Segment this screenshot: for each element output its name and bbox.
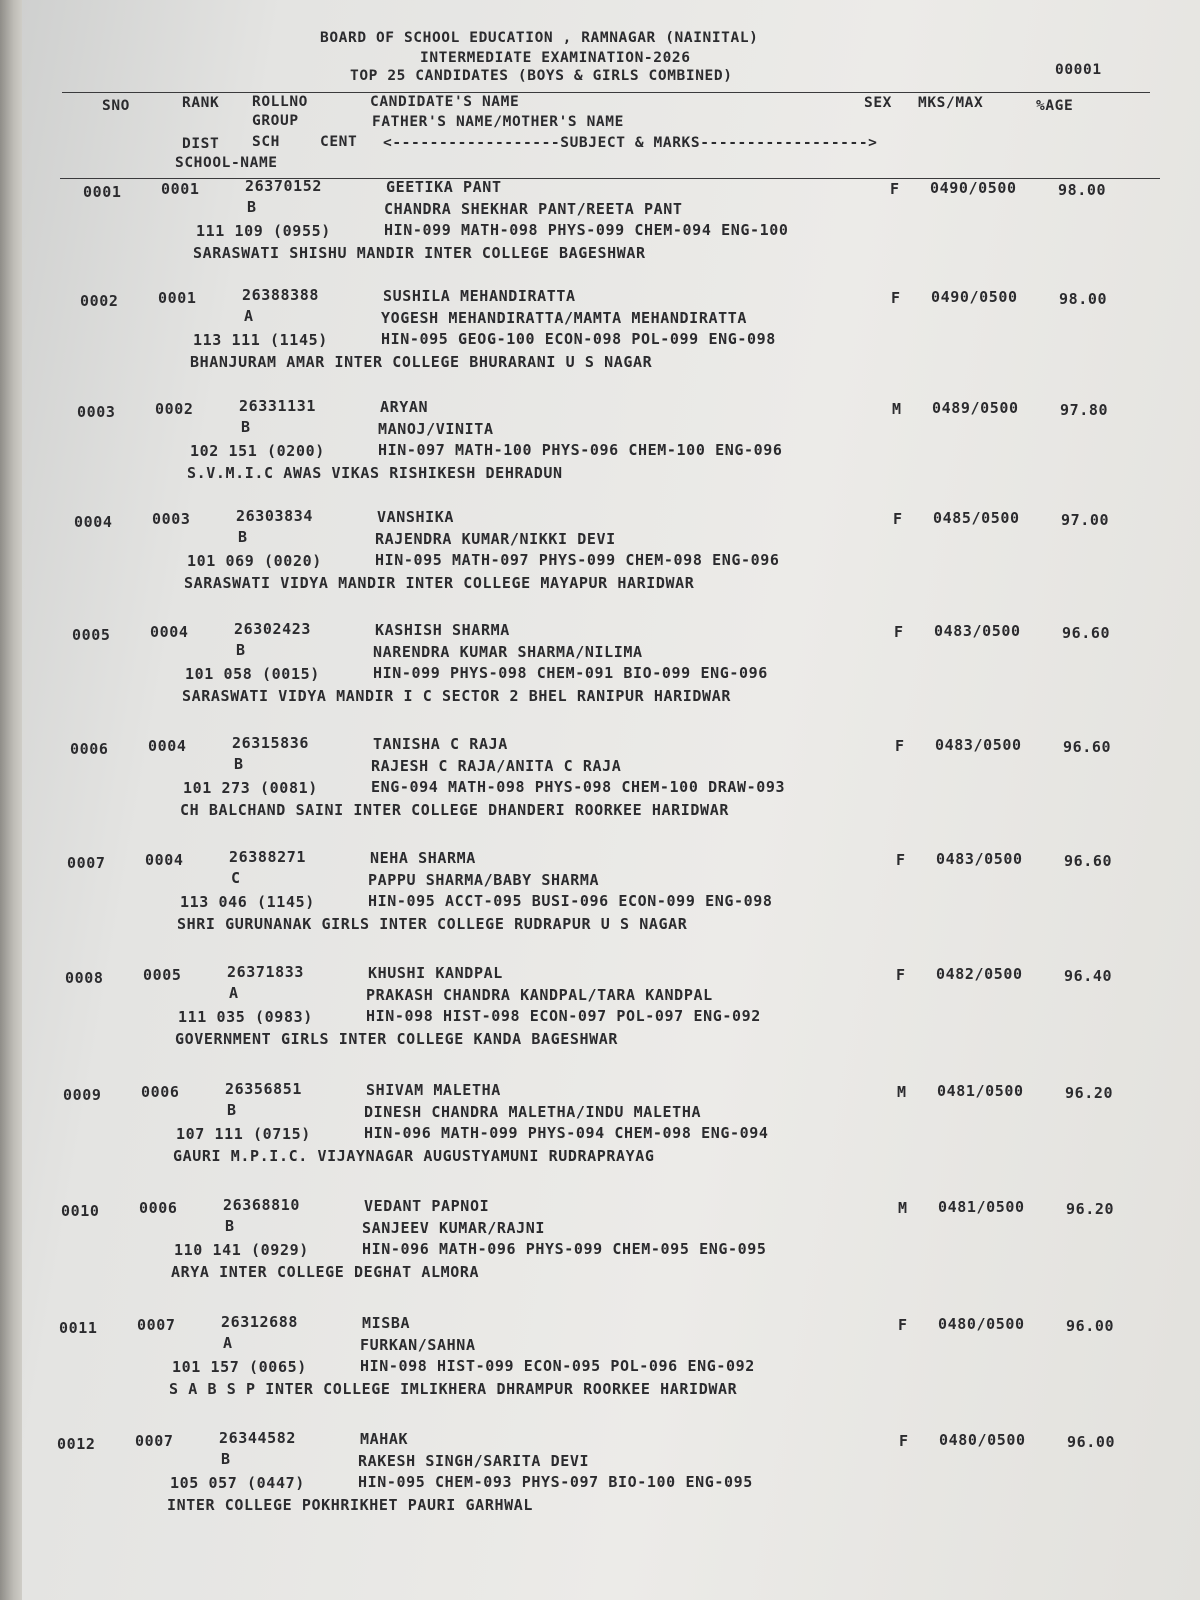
rank-cell: 0002 (155, 400, 194, 418)
rank-cell: 0004 (145, 851, 184, 869)
sno-cell: 0011 (59, 1319, 98, 1337)
rollno-cell: 26315836 (232, 734, 310, 752)
dist-school-centre-codes: 113 111 (1145) (193, 331, 328, 349)
group-cell: B (234, 755, 244, 773)
percentage-cell: 96.60 (1062, 624, 1111, 642)
percentage-cell: 96.60 (1063, 738, 1112, 756)
sex-cell: F (896, 851, 906, 869)
parents-name: PRAKASH CHANDRA KANDPAL/TARA KANDPAL (366, 986, 713, 1004)
rollno-cell: 26344582 (219, 1429, 297, 1447)
candidate-name: MAHAK (360, 1430, 409, 1448)
rollno-cell: 26368810 (223, 1196, 301, 1214)
rank-cell: 0007 (135, 1432, 174, 1450)
group-cell: B (236, 641, 246, 659)
sex-cell: F (891, 289, 901, 307)
marks-cell: 0490/0500 (930, 179, 1017, 197)
sno-cell: 0004 (74, 513, 113, 531)
percentage-cell: 96.60 (1064, 852, 1113, 870)
rank-cell: 0004 (150, 623, 189, 641)
percentage-cell: 97.80 (1060, 401, 1109, 419)
marks-cell: 0483/0500 (936, 850, 1023, 868)
sno-cell: 0008 (65, 969, 104, 987)
col-rollno: ROLLNO (252, 94, 308, 110)
percentage-cell: 98.00 (1058, 181, 1107, 199)
subject-marks: HIN-097 MATH-100 PHYS-096 CHEM-100 ENG-096 (378, 441, 783, 459)
group-cell: C (231, 869, 241, 887)
sex-cell: M (897, 1083, 907, 1101)
candidate-name: TANISHA C RAJA (373, 735, 508, 753)
subject-marks: HIN-099 PHYS-098 CHEM-091 BIO-099 ENG-096 (373, 664, 768, 682)
col-group: GROUP (252, 113, 299, 129)
parents-name: CHANDRA SHEKHAR PANT/REETA PANT (384, 200, 683, 218)
marks-cell: 0481/0500 (937, 1082, 1024, 1100)
percentage-cell: 98.00 (1059, 290, 1108, 308)
col-dist: DIST (182, 136, 220, 152)
parents-name: DINESH CHANDRA MALETHA/INDU MALETHA (364, 1103, 702, 1121)
group-cell: B (247, 198, 257, 216)
candidate-name: ARYAN (380, 398, 429, 416)
dist-school-centre-codes: 101 273 (0081) (183, 779, 318, 797)
subject-marks: ENG-094 MATH-098 PHYS-098 CHEM-100 DRAW-093 (371, 778, 786, 796)
sex-cell: F (896, 966, 906, 984)
dist-school-centre-codes: 101 069 (0020) (187, 552, 322, 570)
school-name: S A B S P INTER COLLEGE IMLIKHERA DHRAMPUR ROORKEE HARIDWAR (169, 1380, 738, 1398)
book-binding (0, 0, 22, 1600)
school-name: SHRI GURUNANAK GIRLS INTER COLLEGE RUDRAPUR U S NAGAR (177, 915, 688, 933)
sex-cell: F (894, 623, 904, 641)
sex-cell: F (890, 180, 900, 198)
school-name: BHANJURAM AMAR INTER COLLEGE BHURARANI U S NAGAR (190, 353, 653, 371)
school-name: GAURI M.P.I.C. VIJAYNAGAR AUGUSTYAMUNI RUDRAPRAYAG (173, 1147, 655, 1165)
rank-cell: 0001 (158, 289, 197, 307)
col-percentage: %AGE (1036, 98, 1074, 114)
rank-cell: 0001 (161, 180, 200, 198)
candidate-name: VEDANT PAPNOI (364, 1197, 490, 1215)
dist-school-centre-codes: 111 035 (0983) (178, 1008, 313, 1026)
col-candidate: CANDIDATE'S NAME (370, 94, 520, 110)
dist-school-centre-codes: 107 111 (0715) (176, 1125, 311, 1143)
group-cell: B (238, 528, 248, 546)
sno-cell: 0003 (77, 403, 116, 421)
subject-marks: HIN-099 MATH-098 PHYS-099 CHEM-094 ENG-100 (384, 221, 789, 239)
group-cell: B (241, 418, 251, 436)
group-cell: B (225, 1217, 235, 1235)
col-sch: SCH (252, 134, 280, 150)
candidate-name: KHUSHI KANDPAL (368, 964, 503, 982)
dist-school-centre-codes: 113 046 (1145) (180, 893, 315, 911)
marks-cell: 0480/0500 (939, 1431, 1026, 1449)
rollno-cell: 26356851 (225, 1080, 303, 1098)
marks-cell: 0483/0500 (934, 622, 1021, 640)
rollno-cell: 26388271 (229, 848, 307, 866)
sex-cell: F (898, 1316, 908, 1334)
col-subject-marks: <------------------SUBJECT & MARKS------------------> (383, 135, 878, 151)
sno-cell: 0005 (72, 626, 111, 644)
subject-marks: HIN-098 HIST-098 ECON-097 POL-097 ENG-092 (366, 1007, 761, 1025)
candidate-name: SUSHILA MEHANDIRATTA (383, 287, 576, 305)
sno-cell: 0009 (63, 1086, 102, 1104)
percentage-cell: 96.00 (1067, 1433, 1116, 1451)
parents-name: RAJENDRA KUMAR/NIKKI DEVI (375, 530, 616, 548)
sno-cell: 0001 (83, 183, 122, 201)
parents-name: RAKESH SINGH/SARITA DEVI (358, 1452, 590, 1470)
marks-cell: 0481/0500 (938, 1198, 1025, 1216)
sno-cell: 0007 (67, 854, 106, 872)
group-cell: A (229, 984, 239, 1002)
marks-cell: 0480/0500 (938, 1315, 1025, 1333)
sex-cell: F (893, 510, 903, 528)
dist-school-centre-codes: 102 151 (0200) (190, 442, 325, 460)
sno-cell: 0002 (80, 292, 119, 310)
percentage-cell: 96.40 (1064, 967, 1113, 985)
percentage-cell: 96.20 (1065, 1084, 1114, 1102)
marks-cell: 0490/0500 (931, 288, 1018, 306)
school-name: CH BALCHAND SAINI INTER COLLEGE DHANDERI ROORKEE HARIDWAR (180, 801, 729, 819)
rank-cell: 0004 (148, 737, 187, 755)
board-title: BOARD OF SCHOOL EDUCATION , RAMNAGAR (NAINITAL) (320, 30, 759, 46)
candidate-name: KASHISH SHARMA (375, 621, 510, 639)
group-cell: B (221, 1450, 231, 1468)
group-cell: B (227, 1101, 237, 1119)
marks-cell: 0483/0500 (935, 736, 1022, 754)
dist-school-centre-codes: 110 141 (0929) (174, 1241, 309, 1259)
header-rule-top (62, 92, 1150, 93)
subject-marks: HIN-096 MATH-096 PHYS-099 CHEM-095 ENG-095 (362, 1240, 767, 1258)
parents-name: MANOJ/VINITA (378, 420, 494, 438)
sex-cell: M (892, 400, 902, 418)
subject-marks: HIN-095 CHEM-093 PHYS-097 BIO-100 ENG-095 (358, 1473, 753, 1491)
rank-cell: 0007 (137, 1316, 176, 1334)
subject-marks: HIN-096 MATH-099 PHYS-094 CHEM-098 ENG-094 (364, 1124, 769, 1142)
sex-cell: F (899, 1432, 909, 1450)
candidate-name: NEHA SHARMA (370, 849, 476, 867)
school-name: ARYA INTER COLLEGE DEGHAT ALMORA (171, 1263, 480, 1281)
parents-name: PAPPU SHARMA/BABY SHARMA (368, 871, 600, 889)
rollno-cell: 26312688 (221, 1313, 299, 1331)
subject-marks: HIN-095 GEOG-100 ECON-098 POL-099 ENG-098 (381, 330, 776, 348)
dist-school-centre-codes: 105 057 (0447) (170, 1474, 305, 1492)
dist-school-centre-codes: 101 058 (0015) (185, 665, 320, 683)
rank-cell: 0006 (139, 1199, 178, 1217)
col-parents: FATHER'S NAME/MOTHER'S NAME (372, 114, 624, 130)
list-title: TOP 25 CANDIDATES (BOYS & GIRLS COMBINED) (350, 68, 733, 84)
candidate-name: VANSHIKA (377, 508, 455, 526)
parents-name: RAJESH C RAJA/ANITA C RAJA (371, 757, 622, 775)
col-marks: MKS/MAX (918, 95, 984, 111)
rollno-cell: 26371833 (227, 963, 305, 981)
marks-cell: 0482/0500 (936, 965, 1023, 983)
candidate-name: GEETIKA PANT (386, 178, 502, 196)
school-name: SARASWATI SHISHU MANDIR INTER COLLEGE BAGESHWAR (193, 244, 646, 262)
parents-name: NARENDRA KUMAR SHARMA/NILIMA (373, 643, 643, 661)
exam-title: INTERMEDIATE EXAMINATION-2026 (420, 50, 691, 66)
col-cent: CENT (320, 134, 358, 150)
parents-name: FURKAN/SAHNA (360, 1336, 476, 1354)
rollno-cell: 26370152 (245, 177, 323, 195)
school-name: GOVERNMENT GIRLS INTER COLLEGE KANDA BAGESHWAR (175, 1030, 619, 1048)
marks-cell: 0485/0500 (933, 509, 1020, 527)
percentage-cell: 96.20 (1066, 1200, 1115, 1218)
rank-cell: 0005 (143, 966, 182, 984)
sno-cell: 0012 (57, 1435, 96, 1453)
candidate-name: MISBA (362, 1314, 411, 1332)
page-number: 00001 (1055, 62, 1102, 78)
marks-cell: 0489/0500 (932, 399, 1019, 417)
rollno-cell: 26303834 (236, 507, 314, 525)
col-sex: SEX (864, 95, 892, 111)
sno-cell: 0006 (70, 740, 109, 758)
sex-cell: M (898, 1199, 908, 1217)
col-sno: SNO (102, 98, 130, 114)
parents-name: SANJEEV KUMAR/RAJNI (362, 1219, 545, 1237)
sex-cell: F (895, 737, 905, 755)
dist-school-centre-codes: 111 109 (0955) (196, 222, 331, 240)
col-rank: RANK (182, 95, 220, 111)
rollno-cell: 26388388 (242, 286, 320, 304)
dist-school-centre-codes: 101 157 (0065) (172, 1358, 307, 1376)
subject-marks: HIN-095 MATH-097 PHYS-099 CHEM-098 ENG-096 (375, 551, 780, 569)
subject-marks: HIN-098 HIST-099 ECON-095 POL-096 ENG-092 (360, 1357, 755, 1375)
school-name: SARASWATI VIDYA MANDIR INTER COLLEGE MAYAPUR HARIDWAR (184, 574, 695, 592)
percentage-cell: 97.00 (1061, 511, 1110, 529)
col-school-name: SCHOOL-NAME (175, 155, 278, 171)
rank-cell: 0006 (141, 1083, 180, 1101)
sno-cell: 0010 (61, 1202, 100, 1220)
school-name: S.V.M.I.C AWAS VIKAS RISHIKESH DEHRADUN (187, 464, 563, 482)
school-name: INTER COLLEGE POKHRIKHET PAURI GARHWAL (167, 1496, 533, 1514)
rollno-cell: 26302423 (234, 620, 312, 638)
school-name: SARASWATI VIDYA MANDIR I C SECTOR 2 BHEL RANIPUR HARIDWAR (182, 687, 731, 705)
group-cell: A (223, 1334, 233, 1352)
candidate-name: SHIVAM MALETHA (366, 1081, 501, 1099)
percentage-cell: 96.00 (1066, 1317, 1115, 1335)
rank-cell: 0003 (152, 510, 191, 528)
group-cell: A (244, 307, 254, 325)
parents-name: YOGESH MEHANDIRATTA/MAMTA MEHANDIRATTA (381, 309, 747, 327)
subject-marks: HIN-095 ACCT-095 BUSI-096 ECON-099 ENG-098 (368, 892, 773, 910)
rollno-cell: 26331131 (239, 397, 317, 415)
